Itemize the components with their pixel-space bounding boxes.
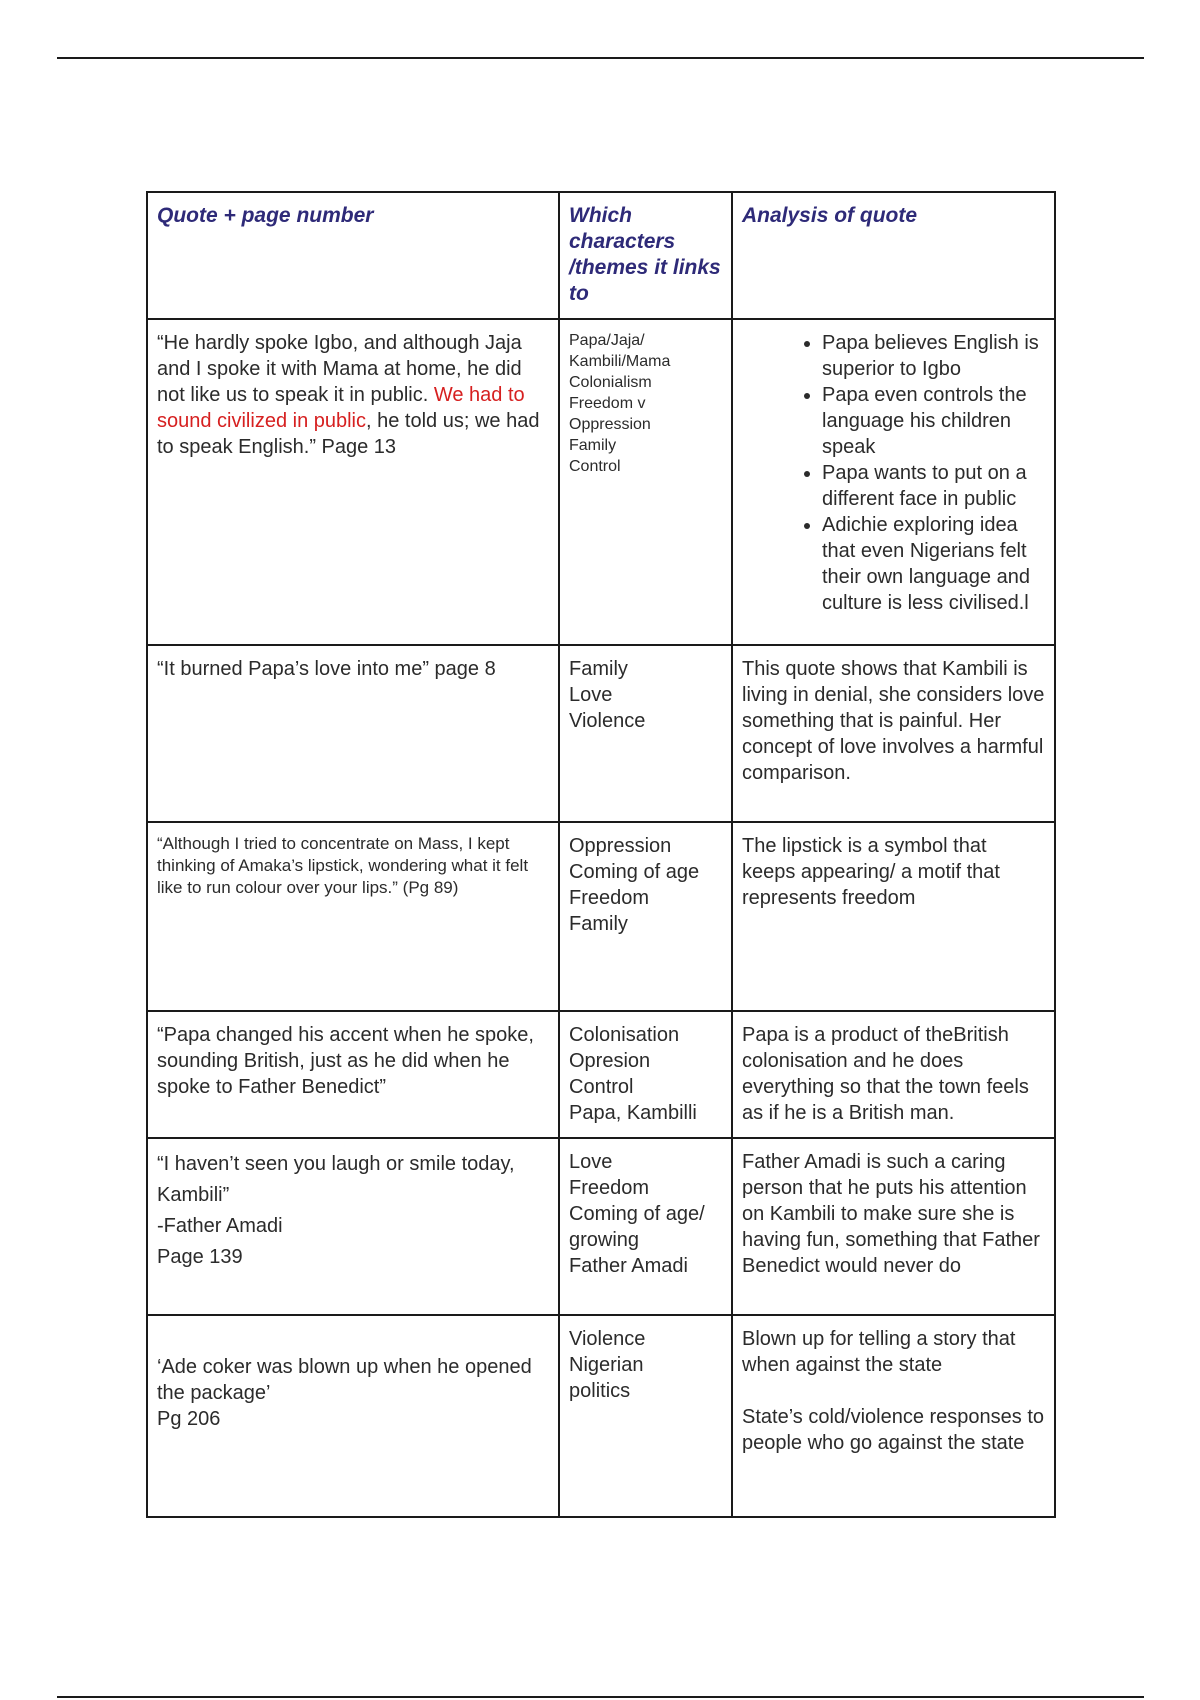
theme-item: Kambili/Mama	[569, 353, 671, 370]
theme-item: Love	[569, 1151, 613, 1173]
quote-cell	[147, 1138, 559, 1315]
analysis-bullet: • Papa even controls the language his children speak	[822, 382, 1045, 460]
header-analysis: Analysis of quote	[732, 192, 1055, 319]
analysis-cell	[732, 1315, 1055, 1517]
quote-analysis-table	[146, 191, 1056, 1518]
theme-item: Violence	[569, 710, 646, 732]
analysis-paragraph: State’s cold/violence responses to people who go against the state	[742, 1406, 1045, 1454]
themes-cell	[559, 1315, 732, 1517]
quote-highlight: We had to sound civilized in public	[157, 384, 525, 432]
theme-item: Colonialism	[569, 374, 652, 391]
theme-item: Papa/Jaja/	[569, 332, 645, 349]
theme-item: Freedom	[569, 1177, 650, 1199]
theme-item: Nigerian	[569, 1354, 644, 1376]
top-rule	[57, 57, 1144, 59]
quote-line: ‘Ade coker was blown up when he opened the package’	[157, 1356, 532, 1404]
analysis-bullet-list	[742, 330, 1045, 616]
quote-cell: “It burned Papa’s love into me” page 8	[147, 645, 559, 822]
quote-line: “I haven’t seen you laugh or smile today, Kambili”	[157, 1153, 515, 1206]
theme-item: Opresion	[569, 1050, 651, 1072]
themes-cell	[559, 645, 732, 822]
spacer	[157, 1326, 549, 1354]
theme-item: Papa, Kambilli	[569, 1102, 697, 1124]
theme-item: Oppression	[569, 416, 651, 433]
analysis-cell: The lipstick is a symbol that keeps appearing/ a motif that represents freedom	[732, 822, 1055, 1011]
analysis-cell	[732, 319, 1055, 645]
theme-item: Violence	[569, 1328, 646, 1350]
theme-item: Freedom v	[569, 395, 646, 412]
theme-item: Father Amadi	[569, 1255, 688, 1277]
table-row	[147, 1011, 1055, 1138]
table-row	[147, 822, 1055, 1011]
analysis-cell: This quote shows that Kambili is living in denial, she considers love something that is painful. Her concept of love involves a harmful comparison.	[732, 645, 1055, 822]
analysis-paragraph: Blown up for telling a story that when against the state	[742, 1328, 1016, 1376]
theme-item: Family	[569, 658, 628, 680]
quote-cell	[147, 319, 559, 645]
analysis-bullet: • Papa wants to put on a different face in public	[822, 460, 1045, 512]
theme-item: Coming of age	[569, 861, 700, 883]
analysis-bullet: • Adichie exploring idea that even Nigerians felt their own language and culture is less civilised.l	[822, 512, 1045, 616]
theme-item: Colonisation	[569, 1024, 680, 1046]
theme-item: Family	[569, 437, 617, 454]
analysis-bullet: • Papa believes English is superior to Igbo	[822, 330, 1045, 382]
themes-cell	[559, 319, 732, 645]
themes-cell	[559, 1138, 732, 1315]
bottom-rule	[57, 1696, 1144, 1698]
theme-item: politics	[569, 1380, 631, 1402]
theme-item: Oppression	[569, 835, 672, 857]
quote-text: “He hardly spoke Igbo, and although Jaja and I spoke it with Mama at home, he did not like us to speak it in public.	[157, 332, 522, 406]
theme-item: Control	[569, 458, 621, 475]
table-row	[147, 319, 1055, 645]
theme-item: Family	[569, 913, 628, 935]
header-themes: Which characters /themes it links to	[559, 192, 732, 319]
quote-cell: “Although I tried to concentrate on Mass, I kept thinking of Amaka’s lipstick, wondering what it felt like to run colour over your lips.” (Pg 89)	[147, 822, 559, 1011]
quote-line: Page 139	[157, 1246, 243, 1268]
table-row	[147, 1315, 1055, 1517]
quote-line: Pg 206	[157, 1408, 221, 1430]
analysis-cell: Father Amadi is such a caring person that he puts his attention on Kambili to make sure she is having fun, something that Father Benedict would never do	[732, 1138, 1055, 1315]
theme-item: Freedom	[569, 887, 650, 909]
theme-item: Love	[569, 684, 613, 706]
quote-cell	[147, 1315, 559, 1517]
quote-text: , he told us; we had to speak English.” Page 13	[157, 410, 540, 458]
themes-cell	[559, 1011, 732, 1138]
theme-item: Control	[569, 1076, 634, 1098]
spacer	[742, 1378, 1045, 1404]
table-row	[147, 645, 1055, 822]
quote-line: -Father Amadi	[157, 1215, 283, 1237]
quote-cell: “Papa changed his accent when he spoke, sounding British, just as he did when he spoke to Father Benedict”	[147, 1011, 559, 1138]
header-row	[147, 192, 1055, 319]
header-quote: Quote + page number	[147, 192, 559, 319]
themes-cell	[559, 822, 732, 1011]
theme-item: Coming of age/ growing	[569, 1203, 705, 1251]
analysis-cell: Papa is a product of theBritish colonisation and he does everything so that the town feels as if he is a British man.	[732, 1011, 1055, 1138]
table-row	[147, 1138, 1055, 1315]
